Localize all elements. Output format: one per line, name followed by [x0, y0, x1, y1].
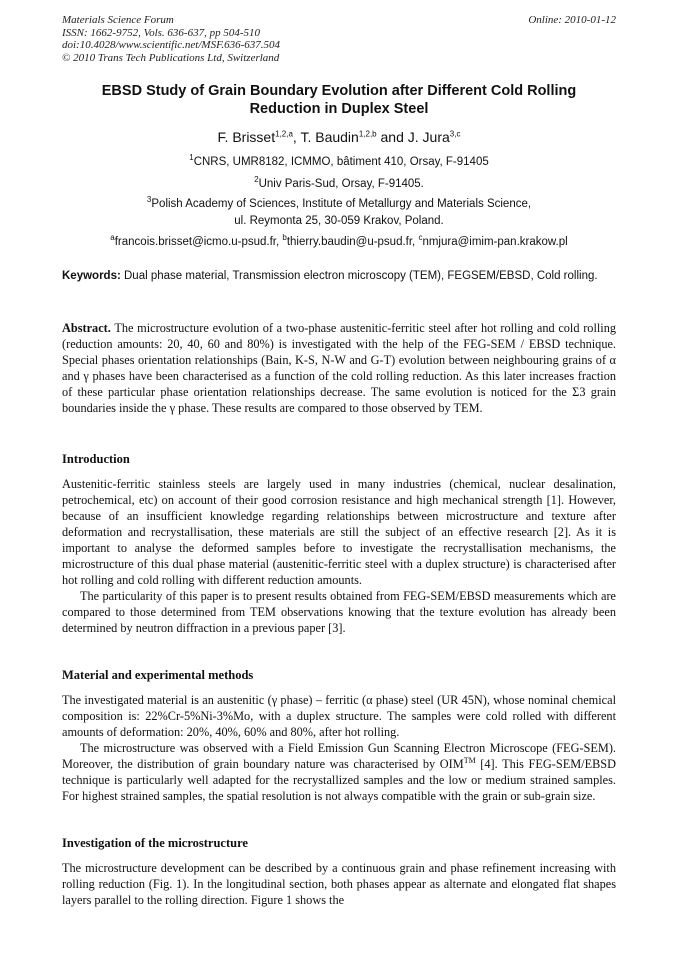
affiliation-3-sup: 3	[146, 195, 152, 205]
affiliation-1-text: CNRS, UMR8182, ICMMO, bâtiment 410, Orsay, F-91405	[193, 156, 489, 168]
journal-name: Materials Science Forum	[62, 14, 174, 26]
introduction-paragraph-1: Austenitic-ferritic stainless steels are largely used in many industries (chemical, nuclear desalination, petrochemical, etc) on account of their good corrosion resistance and high mechanical strength [1]. However, because of an insufficient knowledge regarding relationships between microstructure and texture after deformation and recrystallisation, these materials are still the subject of an effective research [2]. As it is important to analyse the deformed samples before to investigate the recrystallisation mechanisms, the microstructure of this dual phase material (austenitic-ferritic steel with a duplex structure) is characterised after hot rolling and cold rolling with different reduction amounts.	[62, 477, 616, 587]
methods-paragraph-2-b: [4]. This FEG-SEM/EBSD technique is particularly well adapted for the recrystallized samples and the low or medium strained samples. For highest strained samples, the spatial resolution is not always compatible with the grain or sub-grain size.	[62, 757, 617, 803]
email-c: nmjura@imim-pan.krakow.pl	[422, 236, 568, 248]
title-line-1: EBSD Study of Grain Boundary Evolution after Different Cold Rolling	[101, 83, 577, 99]
title-line-2: Reduction in Duplex Steel	[249, 101, 429, 117]
author-3: J. Jura	[407, 129, 450, 145]
abstract-text: The microstructure evolution of a two-phase austenitic-ferritic steel after hot rolling and cold rolling (reduction amounts: 20, 40, 60 and 80%) is investigated with the help of the FEG-SEM / EBSD technique. Special phases orientation relationships (Bain, K-S, N-W and G-T) evolution between neighbouring grains of α and γ phases have been characterised as a function of the cold rolling reduction. As this later increases fraction of these particular phase orientation relationships decrease. The same evolution is noticed for the Σ3 grain boundaries inside the γ phase. These results are compared to those observed by TEM.	[62, 321, 616, 415]
author-sep-1: ,	[292, 129, 301, 145]
affiliation-2	[62, 176, 616, 193]
abstract-label: Abstract.	[62, 321, 111, 335]
paper-title	[62, 82, 616, 118]
author-emails	[62, 234, 616, 251]
doi-line: doi:10.4028/www.scientific.net/MSF.636-637.504	[62, 39, 281, 51]
affiliation-2-sup: 2	[254, 175, 259, 185]
author-list	[62, 128, 616, 146]
introduction-body	[62, 476, 616, 636]
online-date: Online: 2010-01-12	[528, 14, 616, 26]
email-a-sup: a	[110, 233, 115, 243]
journal-header	[62, 14, 280, 64]
methods-paragraph-2	[62, 740, 616, 804]
email-b-sup: b	[282, 233, 287, 243]
email-a: francois.brisset@icmo.u-psud.fr,	[114, 236, 283, 248]
keywords	[62, 268, 616, 284]
affiliation-2-text: Univ Paris-Sud, Orsay, F-91405.	[258, 178, 424, 190]
methods-body	[62, 692, 616, 804]
keywords-label: Keywords:	[62, 270, 121, 282]
author-sep-2: and	[376, 129, 408, 145]
keywords-text: Dual phase material, Transmission electron microscopy (TEM), FEGSEM/EBSD, Cold rolling.	[120, 270, 598, 282]
investigation-paragraph-1: The microstructure development can be described by a continuous grain and phase refinement increasing with rolling reduction (Fig. 1). In the longitudinal section, both phases appear as alternate and elongated flat shapes layers parallel to the rolling direction. Figure 1 shows the	[62, 861, 616, 907]
methods-heading: Material and experimental methods	[62, 668, 254, 682]
affiliation-3-line-2: ul. Reymonta 25, 30-059 Krakov, Poland.	[234, 215, 444, 227]
methods-paragraph-1: The investigated material is an austenitic (γ phase) – ferritic (α phase) steel (UR 45N), whose nominal chemical composition is: 22%Cr-5%Ni-3%Mo, with a duplex structure. The samples were cold rolled with different amounts of deformation: 20%, 40%, 60% and 80%, after hot rolling.	[62, 693, 616, 739]
author-1-sup: 1,2,a	[275, 129, 293, 139]
affiliation-3-line-1: Polish Academy of Sciences, Institute of Metallurgy and Materials Science,	[151, 198, 532, 210]
trademark-sup: TM	[463, 755, 476, 765]
author-1: F. Brisset	[217, 129, 276, 145]
affiliation-1	[62, 154, 616, 171]
affiliation-3	[62, 196, 616, 230]
abstract	[62, 320, 616, 416]
investigation-heading: Investigation of the microstructure	[62, 836, 248, 850]
copyright-line: © 2010 Trans Tech Publications Ltd, Switzerland	[62, 51, 280, 64]
author-2-sup: 1,2,b	[358, 129, 377, 139]
email-c-sup: c	[418, 233, 423, 243]
methods-paragraph-2-a: The microstructure was observed with a Field Emission Gun Scanning Electron Microscope (FEG-SEM). Moreover, the distribution of grain boundary nature was characterised by OIM	[62, 741, 616, 771]
email-b: thierry.baudin@u-psud.fr,	[286, 236, 419, 248]
investigation-body	[62, 860, 616, 908]
issn-line: ISSN: 1662-9752, Vols. 636-637, pp 504-510	[62, 26, 260, 39]
author-3-sup: 3,c	[449, 129, 461, 139]
introduction-heading: Introduction	[62, 452, 130, 466]
author-2: T. Baudin	[300, 129, 359, 145]
affiliation-1-sup: 1	[189, 153, 194, 163]
introduction-paragraph-2: The particularity of this paper is to present results obtained from FEG-SEM/EBSD measurements which are compared to those determined from TEM observations knowing that the texture evolution has already been determined by neutron diffraction in a previous paper [3].	[62, 589, 616, 635]
